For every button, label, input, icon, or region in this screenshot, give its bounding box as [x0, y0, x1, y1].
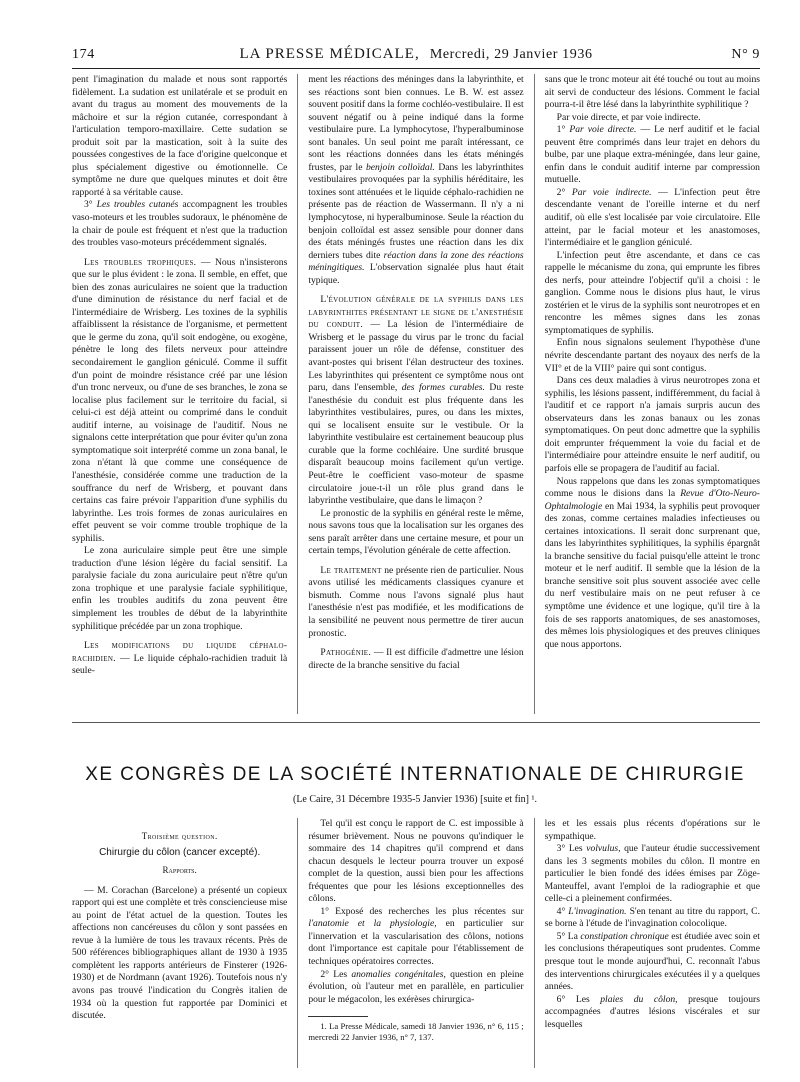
paragraph: Tel qu'il est conçu le rapport de C. est impossible à résumer brièvement. Nous ne pouvons qu'indiquer le sommaire des 14 chapitres qu'il comprend et dans chacun desquels le lecteur pourra trouver un exposé complet de la question, aussi bien pour les affections fréquentes que pour les lésions exceptionnelles des côlons. [308, 818, 524, 905]
issue-number: N° 9 [731, 47, 760, 62]
paragraph: les et les essais plus récents d'opérations sur le sympathique. [544, 818, 760, 842]
journal-title: LA PRESSE MÉDICALE, [239, 46, 420, 62]
paragraph: 4° L'invagination. S'en tenant au titre du rapport, C. se borne à l'étude de l'invagination colocolique. [544, 905, 760, 930]
paragraph: 3° Les volvulus, que l'auteur étudie successivement dans les 3 segments mobiles du côlon. Il montre en particulier le bien fondé des idées émises par Zöge-Manteuffel, avant l'emploi de la radiographie et que celle-ci a pleinement confirmées. [544, 843, 760, 905]
column-divider [534, 818, 535, 1068]
column-divider [534, 74, 535, 714]
paragraph: Les troubles trophiques. — Nous n'insisterons que sur le plus évident : le zona. Il semble, en effet, que bien des zonas auriculaires ne soient que la traduction d'une diminution de résistance du nerf facial et de l'intermédiaire de Wrisberg. Les toxines de la syphilis affaiblissent la résistance de l'organisme, et permettent que le germe du zona, qu'il soit endogène, ou exogène, pénètre le long des filets nerveux pour atteindre secondairement le ganglion géniculé. Comme il suffit d'un point de moindre résistance créé par une lésion d'un tronc nerveux, ou d'une de ses branches, le zona se localise plus facilement sur le territoire du facial, si celui-ci est déjà atteint ou comprimé dans le conduit auditif interne, au voisinage de l'auditif. Nous ne signalons cette interprétation que pour éviter qu'un zona symptomatique soit interprété comme un zona banal, le zona n'étant là que comme une conséquence de l'anesthésie, considérée comme une traduction de la souffrance du nerf de Wrisberg, et pouvant dans certains cas faire prévoir l'apparition d'une syphilis du labyrinthe. Les trois formes de zonas auriculaires en effet peuvent se voir comme trouble trophique de la syphilis. [72, 256, 288, 544]
paragraph: 2° Par voie indirecte. — L'infection peut être descendante venant de l'oreille interne et du nerf auditif, où elle s'est localisée par voie circulatoire. Elle atteint, par le facial moteur et les anastomoses, l'intermédiaire et le ganglion géniculé. [544, 186, 760, 249]
congress-subtitle: (Le Caire, 31 Décembre 1935-5 Janvier 1936) [suite et fin] ¹. [292, 794, 538, 805]
paragraph: — M. Corachan (Barcelone) a présenté un copieux rapport qui est une complète et très consciencieuse mise au point de l'état actuel de la question. Toutes les affections non cancéreuses du côlon y sont passées en revue à la lumière de tous les travaux récents. Près de 500 références bibliographiques allant de 1930 à 1935 complètent les rapports antérieurs de Finsterer (1926-1930) et de Nordmann (avant 1926). Toutefois nous n'y avons pas trouvé l'indication du Congrès italien de 1934 où la question fut rapportée par Dominici et discutée. [72, 884, 288, 1022]
section-label: Troisième question. [141, 831, 218, 841]
paragraph: Le zona auriculaire simple peut être une simple traduction d'une lésion légère du facial sensitif. La paralysie faciale du zona auriculaire peut n'être qu'un zona trophique et une paralysie faciale syphilitique, enfin les troubles auditifs du zona peuvent être simplement les troubles de début de la labyrinthite syphilitique précédée par un zona trophique. [72, 545, 288, 632]
congress-column-1 [72, 818, 287, 1068]
congress-column-3 [545, 818, 760, 1068]
paragraph: Nous rappelons que dans les zonas symptomatiques comme nous le disions dans la Revue d'Oto-Neuro-Ophtalmologie en Mai 1934, la syphilis peut provoquer des zonas, comme certaines maladies infectieuses ou certaines intoxications. Il serait donc surprenant que, dans les labyrinthites syphilitiques, la syphilis épargnât la branche sensitive du facial puisqu'elle atteint le tronc moteur et le nerf auditif. Il semble que la lésion de la branche sensitive soit plus souvent associée avec celle du nerf vestibulaire mais on ne peut refuser à ce symptôme une évidence et une logique, qu'il tire à la fois de ses rapports anatomiques, de ses anastomoses, des mêmes lois physiologiques et des preuves cliniques que nous apportons. [544, 475, 760, 650]
paragraph: L'évolution générale de la syphilis dans les labyrinthites présentant le signe de l'anesthésie du conduit. — La lésion de l'intermédiaire de Wrisberg et le passage du virus par le tronc du facial paraissent jouer un rôle de défense, constituer des avant-postes qui brisent l'élan destructeur des toxines. Les labyrinthites qui présentent ce symptôme nous ont paru, dans l'ensemble, des formes curables. Du reste l'anesthésie du conduit est plus fréquente dans les labyrinthites vestibulaires, pures, ou dans les mixtes, qui se localisent ensuite sur le vestibule. Or la labyrinthite vestibulaire est certainement beaucoup plus curable que la forme cochléaire. Une surdité brusque disparaît beaucoup moins facilement qu'un vertige. Peut-être le coefficient vaso-moteur de spasme circulatoire joue-t-il un rôle plus grand dans le labyrinthe vestibulaire, que dans le limaçon ? [308, 294, 524, 507]
paragraph: 5° La constipation chronique est étudiée avec soin et les conclusions thérapeutiques sont prudentes. Comme presque tout le monde aujourd'hui, C. reconnaît l'abus des interventions chirurgicales exécutées il y a quelques années. [544, 930, 760, 993]
paragraph: 2° Les anomalies congénitales, question en pleine évolution, où l'auteur met en parallèle, en particulier pour le mégacolon, les exérèses chirurgica- [308, 968, 524, 1005]
paragraph: 1° Par voie directe. — Le nerf auditif et le facial peuvent être comprimés dans leur trajet en dehors du bulbe, par une plaque extra-méningée, dans leur gaine, enfin dans le conduit auditif interne par compression mutuelle. [544, 124, 760, 186]
paragraph: Le pronostic de la syphilis en général reste le même, nous savons tous que la localisation sur les organes des sens paraît arrêter dans une certaine mesure, et pour un certain temps, l'évolution générale de cette affection. [308, 507, 524, 557]
paragraph: Enfin nous signalons seulement l'hypothèse d'une névrite descendante partant des noyaux des nerfs de la VII° et de la VIII° paire qui sont contigus. [544, 337, 760, 374]
section-subtitle: Rapports. [162, 865, 197, 876]
paragraph: Les modifications du liquide céphalo-rachidien. — Le liquide céphalo-rachidien traduit là seule- [72, 640, 288, 677]
footnote-rule [308, 1016, 368, 1017]
article-column-2 [308, 74, 523, 714]
section-title: Chirurgie du côlon (cancer excepté). [99, 846, 261, 858]
paragraph: Dans ces deux maladies à virus neurotropes zona et syphilis, les lésions passent, indifféremment, du facial à l'auditif et ce rapport n'a jamais surpris aucun des observateurs dans les zonas banaux ou les zonas symptomatiques. On peut donc admettre que la syphilis doit emprunter fréquemment la voie du facial et de l'intermédiaire pour atteindre ensuite le nerf auditif, ou parfois elle se propagera de l'auditif au facial. [544, 375, 760, 474]
paragraph: Pathogénie. — Il est difficile d'admettre une lésion directe de la branche sensitive du facial [308, 647, 524, 671]
congress-columns [72, 818, 760, 1068]
article-columns [72, 74, 760, 714]
paragraph: L'infection peut être ascendante, et dans ce cas rappelle le mécanisme du zona, qui emprunte les fibres des nerfs, pour atteindre l'objectif qu'il a choisi : le ganglion. Comme nous le disions plus haut, le virus zostérien et le virus de la syphilis sont neurotropes et en rencontre les mêmes signes dans les zonas symptomatiques de syphilis. [544, 249, 760, 336]
article-column-1 [72, 74, 287, 714]
paragraph: pent l'imagination du malade et nous sont rapportés fidèlement. La sudation est unilatérale et se produit en avant du tragus au moment des mouvements de la mâchoire et sur la région cutanée, correspondant à l'articulation temporo-maxillaire. Cette sudation se produit soit par la mastication, soit à la suite des poussées congestives de la face d'origine quelconque et plus spécialement digestive ou émotionnelle. Ce symptôme ne dure que quelques minutes et doit être rapporté à sa véritable cause. [72, 74, 288, 198]
issue-date: Mercredi, 29 Janvier 1936 [429, 47, 593, 62]
paragraph: Le traitement ne présente rien de particulier. Nous avons utilisé les médicaments classiques cyanure et bismuth. Comme nous l'avons signalé plus haut l'anesthésie n'est pas modifiée, et les modifications de la sensibilité ne peuvent nous permettre de tirer aucun pronostic. [308, 564, 524, 639]
column-divider [297, 74, 298, 714]
masthead [132, 46, 700, 63]
column-divider [297, 818, 298, 1068]
article-column-3 [545, 74, 760, 714]
paragraph: ment les réactions des méninges dans la labyrinthite, et ses réactions sont bien connues. Le B. W. est assez souvent positif dans la forme cochléo-vestibulaire. Il est souvent négatif ou à peine indiqué dans la forme vestibulaire pure. La lymphocytose, l'hyperalbuminose sont banales. Un seul point me paraît intéressant, ce sont les réactions données dans les états méningés frustes, par le benjoin colloïdal. Dans les labyrinthites vestibulaires provoquées par la syphilis héréditaire, les toxines sont atténuées et le liquide céphalo-rachidien ne présente pas de réaction de Wassermann. Il n'y a ni lymphocytose, ni hyperalbuminose. Seule la réaction du benjoin colloïdal est assez sensible pour donner dans des états méningés frustes une réaction dans les dix derniers tubes dite réaction dans la zone des réactions méningitiques. L'observation signalée plus haut était typique. [308, 74, 524, 286]
congress-title: XE CONGRÈS DE LA SOCIÉTÉ INTERNATIONALE DE CHIRURGIE [85, 764, 745, 785]
paragraph: sans que le tronc moteur ait été touché ou tout au moins ait servi de conducteur des lésions. Comment le facial pourra-t-il être lésé dans la labyrinthite syphilitique ? [544, 74, 760, 111]
page-number: 174 [72, 47, 95, 62]
paragraph: Par voie directe, et par voie indirecte. [556, 111, 701, 123]
congress-column-2 [308, 818, 523, 1068]
paragraph: 6° Les plaies du côlon, presque toujours accompagnées d'autres lésions viscérales et sur lesquelles [544, 993, 760, 1030]
section-rule [72, 722, 760, 723]
paragraph: 3° Les troubles cutanés accompagnent les troubles vaso-moteurs et les troubles sudoraux, le phénomène de la chair de poule est fréquent et n'est que la traduction des troubles vaso-moteurs précédemment signalés. [72, 199, 288, 249]
paragraph: 1° Exposé des recherches les plus récentes sur l'anatomie et la physiologie, en particulier sur l'innervation et la vascularisation des côlons, notions dont l'importance est capitale pour l'établissement de techniques opératoires correctes. [308, 905, 524, 968]
header-rule [72, 68, 760, 69]
footnote: 1. La Presse Médicale, samedi 18 Janvier 1936, n° 6, 115 ; mercredi 22 Janvier 1936, n° 7, 137. [308, 1021, 524, 1043]
page-header [72, 46, 760, 66]
